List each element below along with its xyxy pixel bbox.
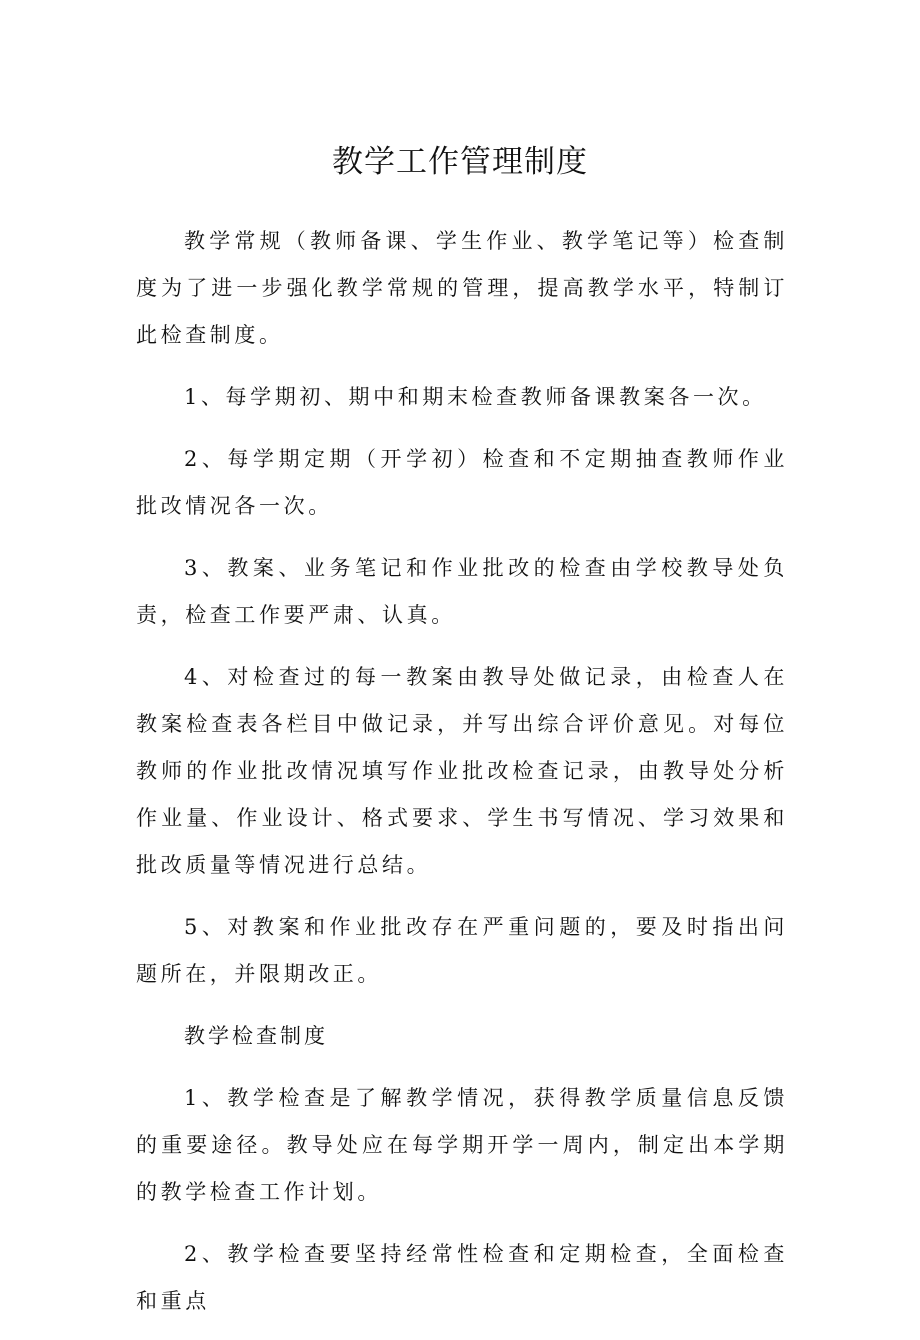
paragraph-intro: 教学常规（教师备课、学生作业、教学笔记等）检查制度为了进一步强化教学常规的管理，提高教学水平，特制订此检查制度。	[136, 229, 788, 347]
paragraph-item-2: 2、每学期定期（开学初）检查和不定期抽查教师作业批改情况各一次。	[136, 447, 788, 518]
paragraph-item-4: 4、对检查过的每一教案由教导处做记录，由检查人在教案检查表各栏目中做记录，并写出综合评价意见。对每位教师的作业批改情况填写作业批改检查记录，由教导处分析作业量、作业设计、格式要求、学生书写情况、学习效果和批改质量等情况进行总结。	[136, 665, 788, 877]
paragraph-item-1: 1、每学期初、期中和期末检查教师备课教案各一次。	[184, 385, 767, 409]
paragraph-inspection-item-2: 2、教学检查要坚持经常性检查和定期检查，全面检查和重点	[136, 1242, 788, 1313]
document-title: 教学工作管理制度	[332, 144, 588, 180]
paragraph-item-5: 5、对教案和作业批改存在严重问题的，要及时指出问题所在，并限期改正。	[136, 915, 788, 986]
paragraph-inspection-item-1: 1、教学检查是了解教学情况，获得教学质量信息反馈的重要途径。教导处应在每学期开学一周内，制定出本学期的教学检查工作计划。	[136, 1086, 788, 1204]
section-heading-teaching-inspection: 教学检查制度	[184, 1024, 328, 1048]
paragraph-item-3: 3、教案、业务笔记和作业批改的检查由学校教导处负责，检查工作要严肃、认真。	[136, 556, 788, 627]
document-body	[136, 218, 788, 1340]
